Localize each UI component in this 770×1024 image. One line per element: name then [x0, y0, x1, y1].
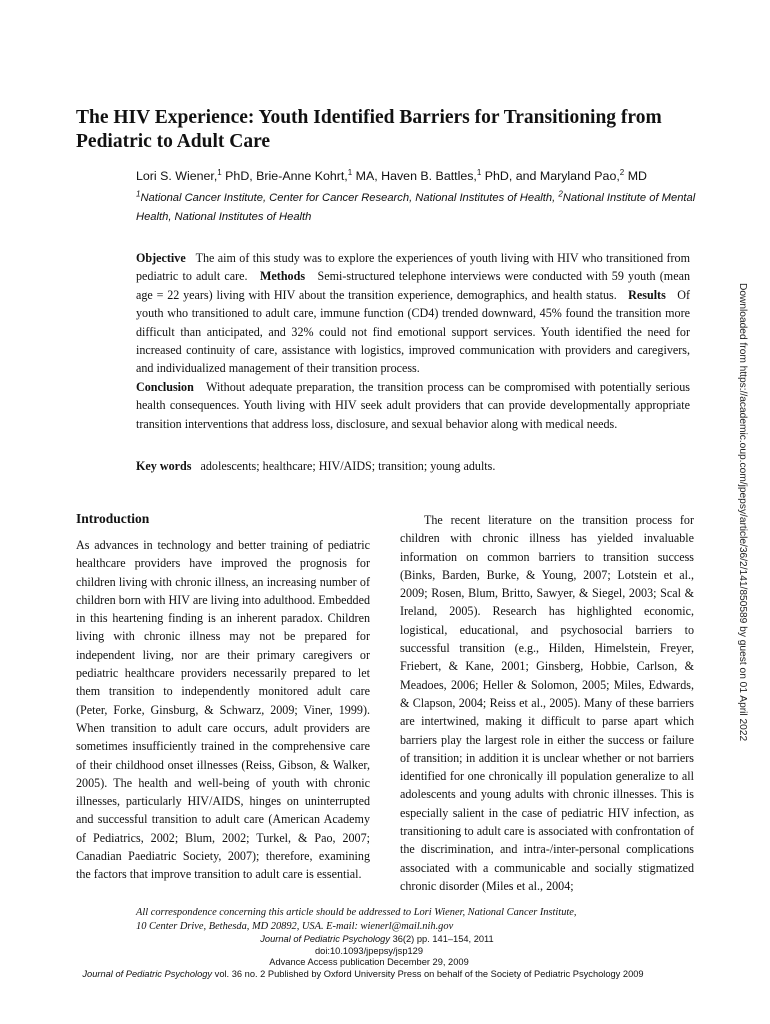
- introduction-left-column: [76, 510, 370, 884]
- keywords-label: Key words: [136, 459, 192, 473]
- volume-pages: 36(2) pp. 141–154, 2011: [389, 934, 494, 944]
- results-text: Of youth who transitioned to adult care, immune function (CD4) trended downward, 45% found the transition more difficult than anticipated, and 32% could not find emotional support services. Youth identified the need for increased continuity of care, assistance with logistics, improved communication with providers and caregivers, and individualized management of their transition process.: [136, 287, 690, 376]
- affiliations: [136, 189, 696, 227]
- affiliation-marker: 2: [558, 189, 563, 199]
- journal-info: [0, 934, 770, 980]
- affiliation-marker: 1: [136, 189, 141, 199]
- affiliation-text: National Institute of Mental Health, National Institutes of Health: [136, 192, 696, 223]
- author-degree: MD: [624, 169, 647, 183]
- author-degree: MA,: [352, 169, 382, 183]
- journal-name: Journal of Pediatric Psychology: [260, 934, 390, 944]
- conclusion-text: Without adequate preparation, the transition process can be compromised with potentially serious health consequences. Youth living with HIV seek adult providers that can provide developmentally appropriate transition interventions that address loss, disclosure, and sexual behavior along with medical needs.: [136, 379, 690, 431]
- objective-label: Objective: [136, 251, 186, 265]
- doi: doi:10.1093/jpepsy/jsp129: [314, 945, 424, 956]
- correspondence-footnote: [136, 906, 696, 933]
- paragraph: The recent literature on the transition process for children with chronic illness has yielded invaluable information on common barriers to transition success (Binks, Barden, Burke, & Young, 2007; Lotstein et al., 2009; Rosen, Blum, Britto, Sawyer, & Siegel, 2003; Scal & Ireland, 2005). Research has highlighted economic, logistical, educational, and psychosocial barriers to successful transition (e.g., Hilden, Himelstein, Freyer, Friebert, & Kane, 2001; Ginsberg, Hobbie, Carlson, & Meadoes, 2006; Heller & Solomon, 2005; Miles, Edwards, & Clapson, 2004; Reiss et al., 2005). Many of these barriers are intertwined, making it difficult to parse apart which barriers play the largest role in either the success or failure of transition; in addition it is unclear whether or not barriers identified for one chronically ill population generalize to all adolescents and young adults with chronic illnesses. This is especially salient in the case of pediatric HIV infection, as transitioning to adult care is associated with confrontation of the discrimination, and intra-/inter-personal complications associated with a communicable and socially stigmatized chronic disorder (Miles et al., 2004;: [400, 513, 694, 893]
- footnote-line: All correspondence concerning this article should be addressed to Lori Wiener, National Cancer Institute,: [136, 907, 577, 918]
- objective-text: The aim of this study was to explore the experiences of youth living with HIV who transitioned from pediatric to adult care.: [136, 251, 691, 284]
- affiliation-marker: 1: [476, 167, 482, 177]
- affiliation-marker: 2: [619, 167, 625, 177]
- footnote-line: 10 Center Drive, Bethesda, MD 20892, USA. E-mail: wienerl@mail.nih.gov: [136, 920, 454, 932]
- results-label: Results: [628, 287, 666, 302]
- section-heading: Introduction: [76, 511, 150, 526]
- author-name: Brie-Anne Kohrt,: [256, 169, 348, 183]
- author-degree: PhD, and: [481, 169, 540, 183]
- affiliation-text: National Cancer Institute, Center for Cancer Research, National Institutes of Health,: [140, 192, 559, 204]
- journal-citation: [0, 934, 762, 946]
- methods-label: Methods: [260, 269, 306, 284]
- article-title: The HIV Experience: Youth Identified Barriers for Transitioning from Pediatric to Adult Care: [76, 107, 662, 152]
- author-name: Lori S. Wiener,: [136, 169, 218, 183]
- publisher-line: [0, 969, 748, 981]
- download-notice: Downloaded from https://academic.oup.com/jpepsy/article/36/2/141/850589 by guest on 01 April 2022: [737, 283, 748, 742]
- keywords-text: adolescents; healthcare; HIV/AIDS; transition; young adults.: [200, 459, 496, 473]
- keywords: [136, 458, 690, 474]
- methods-text: Semi-structured telephone interviews were conducted with 59 youth (mean age = 22 years) living with HIV about the transition experience, demographics, and health status.: [136, 269, 690, 302]
- author-name: Haven B. Battles,: [381, 169, 477, 183]
- conclusion-label: Conclusion: [136, 379, 194, 394]
- advance-access: Advance Access publication December 29, 2009: [269, 957, 469, 967]
- paragraph: As advances in technology and better training of pediatric healthcare providers have improved the prognosis for children living with chronic illness, an increasing number of children born with HIV are living into adulthood. Embedded in this heartening finding is an inherent paradox. Children living with chronic illness may not be prepared for independent living, nor are their primary caregivers or pediatric healthcare providers necessarily prepared to let them transition to independently monitored adult care (Peter, Forke, Ginsburg, & Schwarz, 2009; Viner, 1999). When transition to adult care occurs, adult providers are sometimes insufficiently trained in the comprehensive care of their childhood onset illnesses (Reiss, Gibson, & Walker, 2005). The health and well-being of youth with chronic illnesses, particularly HIV/AIDS, hinges on uninterrupted and successful transition to adult care (American Academy of Pediatrics, 2002; Blum, 2002; Turkel, & Pao, 2007; Canadian Paediatric Society, 2007); therefore, examining the factors that improve transition to adult care is essential.: [76, 538, 370, 882]
- affiliation-marker: 1: [217, 167, 222, 177]
- introduction-right-column: [400, 511, 694, 895]
- author-name: Maryland Pao,: [539, 169, 620, 183]
- publisher-text: vol. 36 no. 2 Published by Oxford University Press on behalf of the Society of Pediatric Psychology 2009: [212, 968, 644, 979]
- author-list: [136, 168, 696, 184]
- journal-name: Journal of Pediatric Psychology: [82, 968, 213, 979]
- author-degree: PhD,: [221, 169, 257, 183]
- abstract: [136, 249, 690, 433]
- affiliation-marker: 1: [347, 167, 353, 177]
